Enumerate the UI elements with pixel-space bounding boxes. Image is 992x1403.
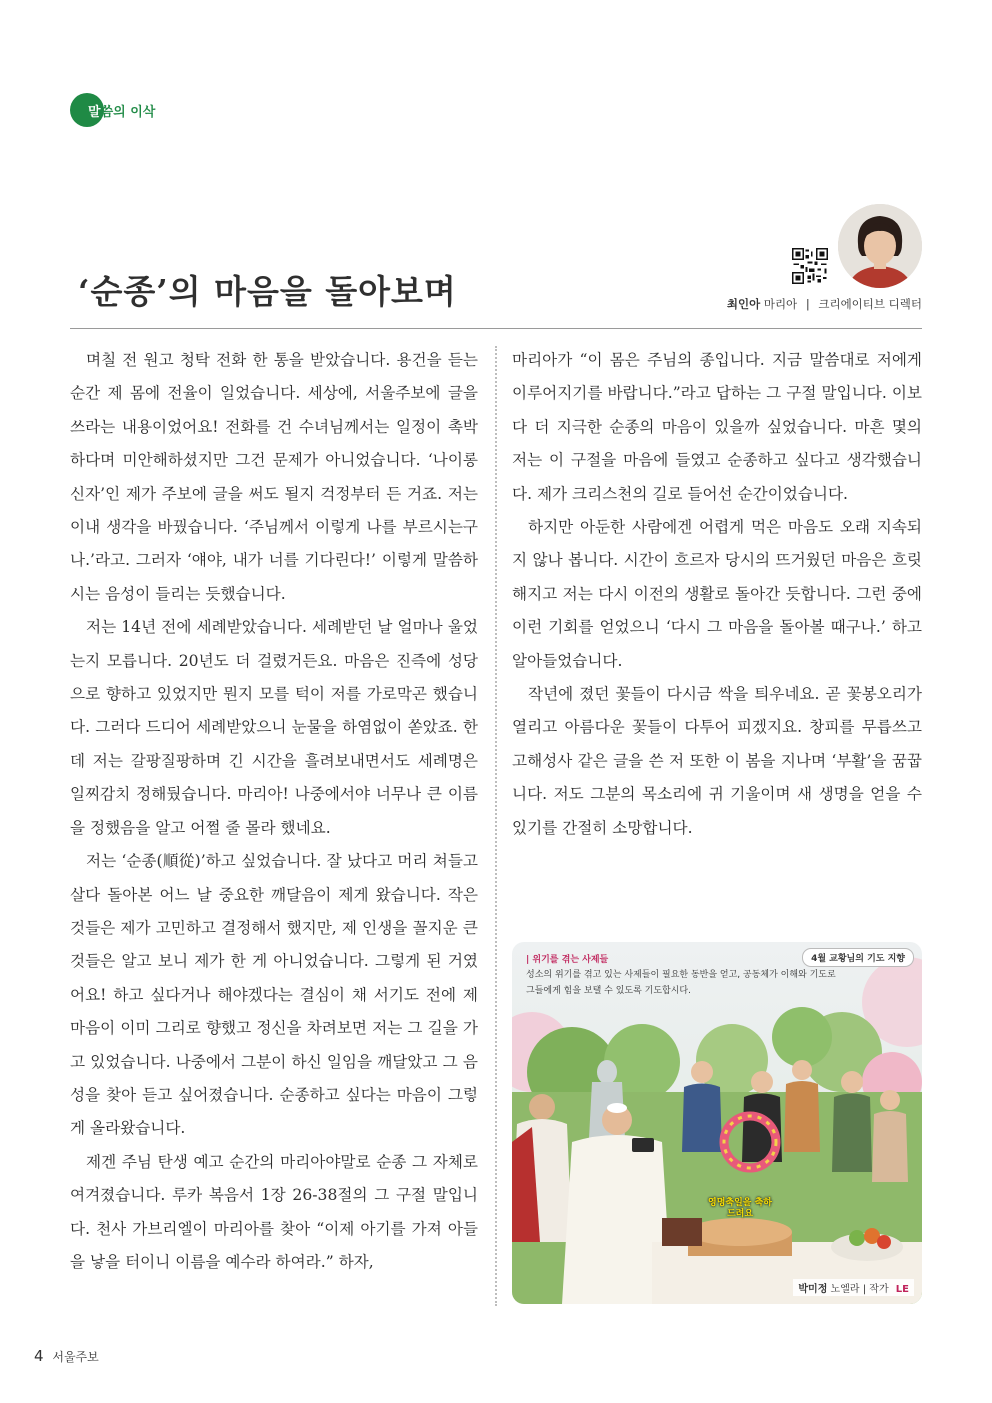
byline-separator: | [805,297,810,311]
credit-baptismal-name: 노엘라 [830,1284,860,1295]
page-number: 4 [34,1347,44,1365]
body-column-right [512,344,922,845]
paragraph: 제겐 주님 탄생 예고 순간의 마리아야말로 순종 그 자체로 여겨졌습니다. 루카 복음서 1장 26-38절의 그 구절 말입니다. 천사 가브리엘이 마리아를 찾아 “이제 아기를 가져 아들을 낳을 터이니 이름을 예수라 하여라.” 하자, [70,1152,478,1271]
illustration [512,942,922,1304]
qr-code-icon[interactable] [792,248,828,284]
author-name: 최인아 [726,297,761,311]
paragraph: 작년에 졌던 꽃들이 다시금 싹을 틔우네요. 곧 꽃봉오리가 열리고 아름다운 꽃들이 다투어 피겠지요. 창피를 무릅쓰고 고해성사 같은 글을 쓴 저 또한 이 봄을 지나며 ‘부활’을 꿈꿉니다. 저도 그분의 목소리에 귀 기울이며 새 생명을 얻을 수 있기를 간절히 소망합니다. [512,685,922,837]
author-byline [727,296,922,312]
credit-separator: | [862,1284,867,1295]
paragraph: 마리아가 “이 몸은 주님의 종입니다. 지금 말씀대로 저에게 이루어지기를 바랍니다.”라고 답하는 그 구절 말입니다. 이보다 더 지극한 순종의 마음이 있을까 싶었습니다. 마흔 몇의 저는 이 구절을 마음에 들였고 순종하고 싶다고 생각했습니다. 제가 크리스천의 길로 들어선 순간이었습니다. [512,351,922,503]
author-role: 크리에이티브 디렉터 [818,297,922,311]
page-footer [34,1347,99,1365]
paragraph: 저는 14년 전에 세례받았습니다. 세례받던 날 얼마나 울었는지 모릅니다. 20년도 더 걸렸거든요. 마음은 진즉에 성당으로 향하고 있었지만 뭔지 모를 턱이 저를 가로막곤 했습니다. 그러다 드디어 세례받았으니 눈물을 하염없이 쏟았죠. 한데 저는 갈팡질팡하며 긴 시간을 흘려보내면서도 세례명은 일찌감치 정해뒀습니다. 마리아! 나중에서야 너무나 큰 이름을 정했음을 알고 어쩔 줄 몰라 했네요. [70,618,478,837]
author-avatar [838,204,922,288]
article-title: ‘순종’의 마음을 돌아보며 [78,272,457,311]
paragraph: 저는 ‘순종(順從)’하고 싶었습니다. 잘 났다고 머리 쳐들고 살다 돌아본 어느 날 중요한 깨달음이 제게 왔습니다. 작은 것들은 제가 고민하고 결정해서 했지만, 제 인생을 꼴지운 큰 것들은 알고 보니 제가 한 게 아니었습니다. 그렇게 된 거였어요! 하고 싶다거나 해야겠다는 결심이 채 서기도 전에 제 마음이 이미 그리로 향했고 정신을 차려보면 저는 그 길을 가고 있었습니다. 나중에서 그분이 하신 일임을 깨달았고 그 음성을 찾아 듣고 싶어졌습니다. 순종하고 싶다는 마음이 그렇게 올라왔습니다. [70,852,478,1138]
cake-message: 영명축일을 축하드려요 [708,1198,772,1219]
caption-title: | 위기를 겪는 사제들 [526,955,609,965]
author-baptismal-name: 마리아 [763,297,798,311]
illustration-credit [793,1279,914,1296]
paragraph: 하지만 아둔한 사람에겐 어렵게 먹은 마음도 오래 지속되지 않나 봅니다. 시간이 흐르자 당시의 뜨거웠던 마음은 흐릿해지고 저는 다시 이전의 생활로 돌아간 듯합니다. 그런 중에 이런 기회를 얻었으니 ‘다시 그 마음을 돌아볼 때구나.’ 하고 알아들었습니다. [512,518,922,670]
credit-mark-icon: LE [895,1284,909,1295]
illustration-caption [526,952,836,999]
caption-text: 성소의 위기를 겪고 있는 사제들이 필요한 동반을 얻고, 공동체가 이해와 기도로 그들에게 힘을 보탤 수 있도록 기도합시다. [526,970,836,996]
title-rule [70,328,922,329]
section-tag [70,93,156,127]
prayer-intention-badge: 4월 교황님의 기도 지향 [802,948,914,967]
credit-role: 작가 [869,1284,889,1295]
body-column-left [70,344,478,1279]
column-divider [495,346,497,1306]
publication-name: 서울주보 [52,1350,99,1364]
credit-name: 박미정 [798,1284,828,1295]
section-tag-label: 말씀의 이삭 [88,104,156,120]
paragraph: 며칠 전 원고 청탁 전화 한 통을 받았습니다. 용건을 듣는 순간 제 몸에 전율이 일었습니다. 세상에, 서울주보에 글을 쓰라는 내용이었어요! 전화를 건 수녀님께서는 일정이 촉박하다며 미안해하셨지만 그건 문제가 아니었습니다. ‘나이롱 신자’인 제가 주보에 글을 써도 될지 걱정부터 든 거죠. 저는 이내 생각을 바꿨습니다. ‘주님께서 이렇게 나를 부르시는구나.’라고. 그러자 ‘얘야, 내가 너를 기다린다!’ 이렇게 말씀하시는 음성이 들리는 듯했습니다. [70,351,478,603]
